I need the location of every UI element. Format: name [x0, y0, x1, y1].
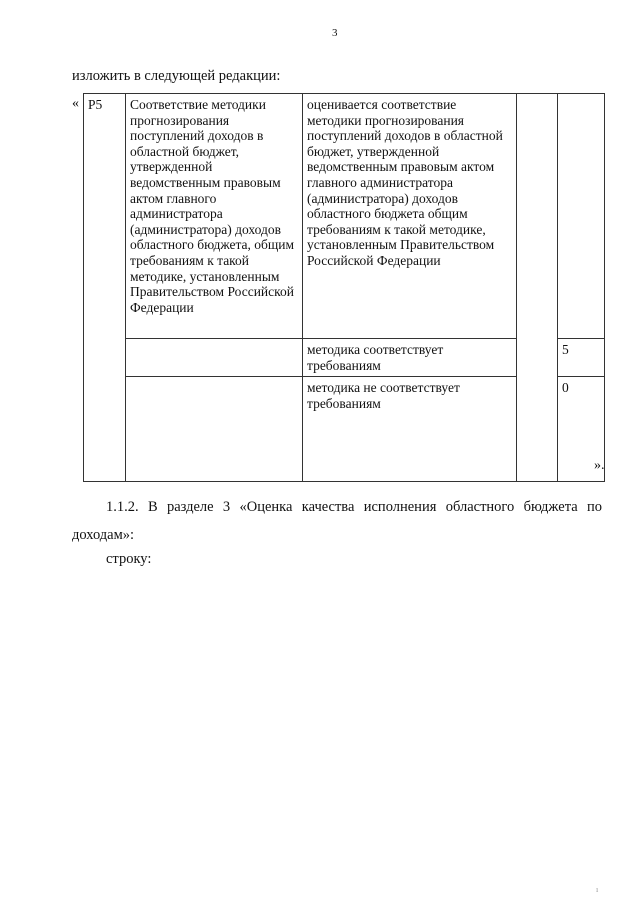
- section-paragraph: 1.1.2. В разделе 3 «Оценка качества исполнения областного бюджета по доходам»:: [72, 499, 602, 543]
- empty-cell: [126, 377, 303, 482]
- option-label: методика не соответствует требованиям: [303, 377, 517, 482]
- option-score: 0: [558, 377, 605, 482]
- corner-mark: ı: [596, 885, 599, 894]
- criteria-table: [83, 93, 605, 482]
- opening-quote: «: [72, 96, 79, 111]
- empty-cell: [126, 339, 303, 377]
- indicator-name: Соответствие методики прогнозирования поступлений доходов в областной бюджет, утвержденной ведомственным правовым актом главного администратора (администратора) доходов областного бюджета, общим требованиям к такой методике, установленным Правительством Российской Федерации: [126, 94, 303, 339]
- option-label: методика соответствует требованиям: [303, 339, 517, 377]
- section-paragraph-continuation: строку:: [106, 551, 152, 567]
- closing-quote: ».: [594, 458, 605, 473]
- intro-text: изложить в следующей редакции:: [72, 68, 281, 84]
- indicator-description: оценивается соответствие методики прогнозирования поступлений доходов в областной бюджет, утвержденной ведомственным правовым актом главного администратора (администратора) доходов областного бюджета общим требованиям к такой методике, установленным Правительством Российской Федерации: [303, 94, 517, 339]
- empty-cell: [517, 94, 558, 482]
- indicator-code: Р5: [84, 94, 126, 482]
- empty-cell: [558, 94, 605, 339]
- table-row: [84, 94, 605, 339]
- page-number: 3: [332, 27, 338, 39]
- option-score: 5: [558, 339, 605, 377]
